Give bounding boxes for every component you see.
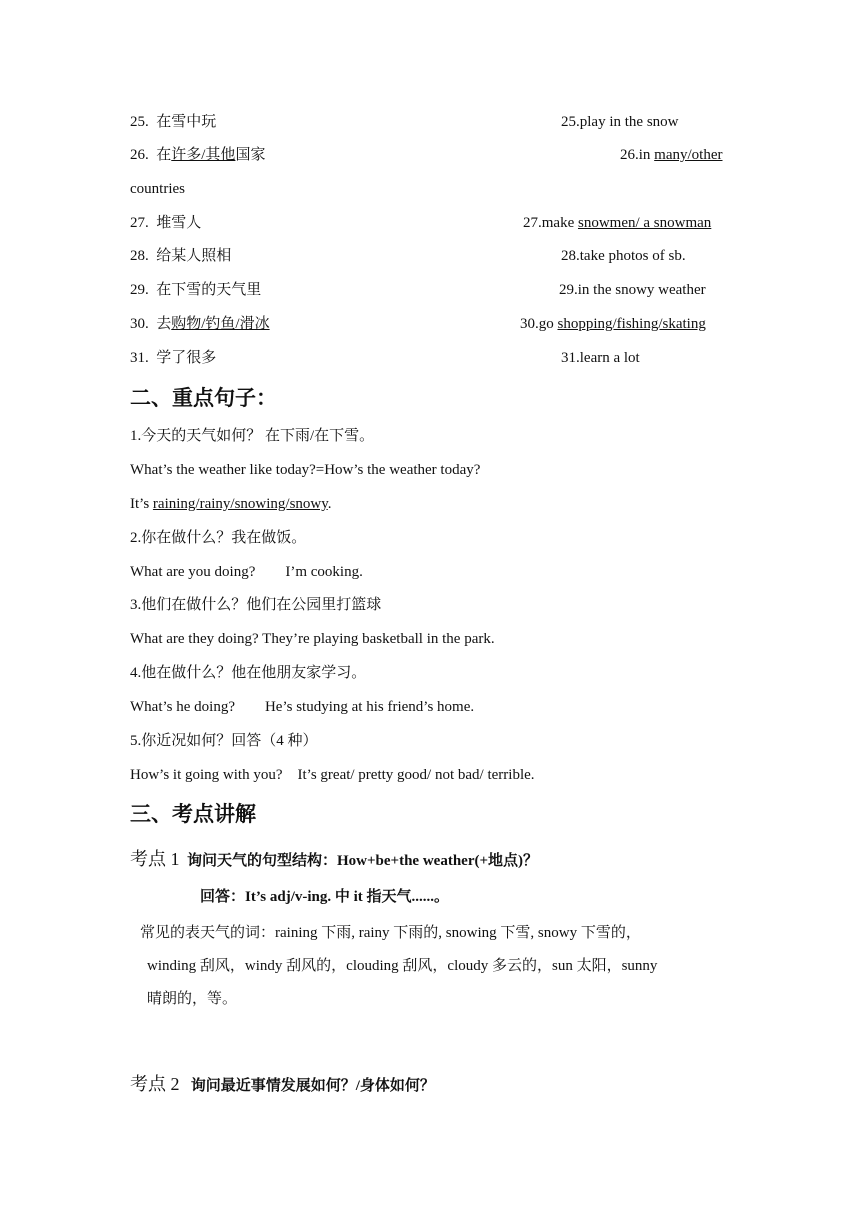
sentence-5-en: How’s it going with you? It’s great/ pretty good/ not bad/ terrible.	[130, 767, 535, 783]
sentence-3-en: What are they doing? They’re playing basketball in the park.	[130, 631, 495, 647]
exam-point-1-answer: 回答：It’s adj/v-ing. 中 it 指天气......。	[200, 889, 450, 905]
exam-point-1-body-1: 常见的表天气的词：raining 下雨, rainy 下雨的, snowing 下雪, snowy 下雪的，	[140, 925, 641, 941]
exam-point-1-body-2: winding 刮风，windy 刮风的，clouding 刮风，cloudy 多云的，sun 太阳，sunny	[147, 958, 658, 974]
sentence-2-cn: 2.你在做什么？我在做饭。	[130, 530, 307, 546]
sentence-1-answer: It’s raining/rainy/snowing/snowy.	[130, 496, 332, 512]
vocab-25-en: 25.play in the snow	[561, 114, 679, 130]
vocab-25-cn: 25. 在雪中玩	[130, 114, 217, 130]
sentence-3-cn: 3.他们在做什么？他们在公园里打篮球	[130, 597, 382, 613]
vocab-30-en: 30.go shopping/fishing/skating	[520, 316, 706, 332]
section-heading-key-sentences: 二、重点句子：	[130, 386, 277, 410]
sentence-4-en: What’s he doing? He’s studying at his friend’s home.	[130, 699, 475, 715]
vocab-27-en: 27.make snowmen/ a snowman	[523, 215, 712, 231]
vocab-30-cn: 30. 去购物/钓鱼/滑冰	[130, 316, 270, 332]
vocab-31-en: 31.learn a lot	[561, 350, 640, 366]
vocab-26-cn: 26. 在许多/其他国家	[130, 147, 266, 163]
exam-point-1-body-3: 晴朗的，等。	[147, 991, 238, 1007]
section-heading-exam-points: 三、考点讲解	[130, 802, 256, 826]
sentence-4-cn: 4.他在做什么？他在他朋友家学习。	[130, 665, 367, 681]
vocab-27-cn: 27. 堆雪人	[130, 215, 202, 231]
vocab-29-en: 29.in the snowy weather	[559, 282, 706, 298]
vocab-29-cn: 29. 在下雪的天气里	[130, 282, 262, 298]
sentence-2-en: What are you doing? I’m cooking.	[130, 564, 363, 580]
vocab-26-wrap: countries	[130, 181, 185, 197]
vocab-31-cn: 31. 学了很多	[130, 350, 217, 366]
exam-point-2-title: 考点 2 询问最近事情发展如何？/身体如何？	[130, 1074, 435, 1094]
sentence-1-cn: 1.今天的天气如何？ 在下雨/在下雪。	[130, 428, 375, 444]
vocab-28-en: 28.take photos of sb.	[561, 248, 686, 264]
vocab-28-cn: 28. 给某人照相	[130, 248, 232, 264]
exam-point-1-title: 考点 1 询问天气的句型结构：How+be+the weather(+地点)？	[130, 849, 539, 869]
vocab-26-en: 26.in many/other	[620, 147, 723, 163]
sentence-1-en: What’s the weather like today?=How’s the weather today?	[130, 462, 481, 478]
sentence-5-cn: 5.你近况如何？回答（4 种）	[130, 733, 318, 749]
